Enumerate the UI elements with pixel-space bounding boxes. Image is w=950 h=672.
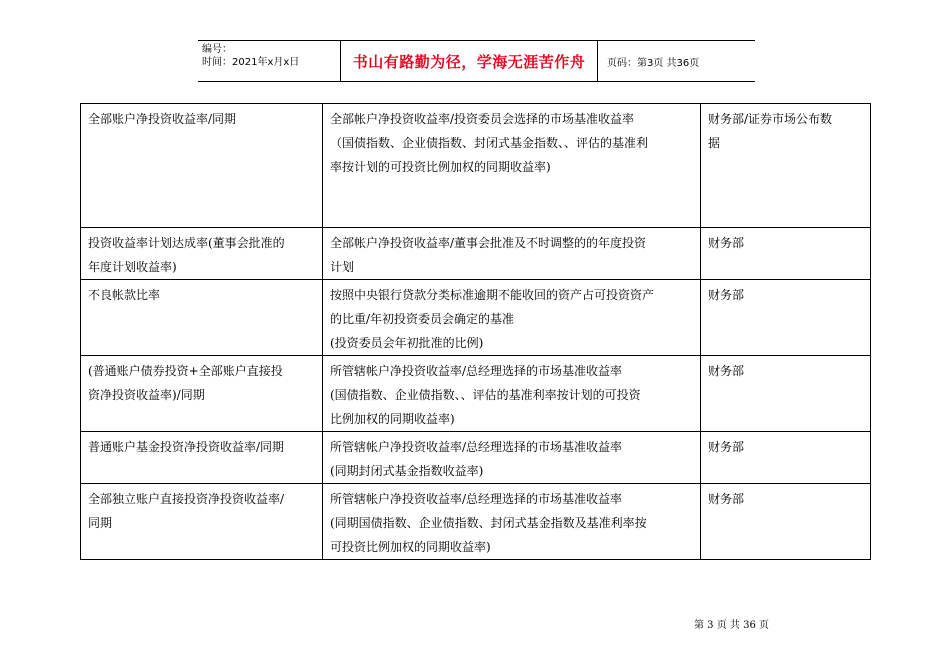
cell-line: 资净投资收益率)/同期	[88, 388, 205, 402]
source-cell	[701, 356, 871, 432]
cell-line: 计划	[330, 260, 355, 274]
metric-cell	[81, 228, 323, 280]
source-cell	[701, 432, 871, 484]
header-meta	[198, 41, 341, 81]
table-row	[81, 432, 871, 484]
cell-line: 投资收益率计划达成率(董事会批准的	[88, 236, 285, 250]
cell-line: 财务部	[708, 440, 745, 454]
cell-line: 财务部	[708, 492, 745, 506]
metric-cell	[81, 356, 323, 432]
metric-cell	[81, 280, 323, 356]
cell-line: 不良帐款比率	[88, 288, 161, 302]
cell-line: 所管辖帐户净投资收益率/总经理选择的市场基准收益率	[330, 492, 623, 506]
cell-line: (同期国债指数、企业债指数、封闭式基金指数及基准利率按	[330, 516, 647, 530]
cell-line: 率按计划的可投资比例加权的同期收益率)	[330, 160, 551, 174]
metrics-table	[80, 103, 871, 560]
definition-cell	[323, 432, 701, 484]
cell-line: (投资委员会年初批准的比例)	[330, 336, 484, 350]
cell-line: (国债指数、企业债指数、、评估的基准利率按计划的可投资	[330, 388, 641, 402]
table-row	[81, 104, 871, 228]
cell-line: 年度计划收益率)	[88, 260, 177, 274]
source-cell	[701, 280, 871, 356]
cell-line: 普通账户基金投资净投资收益率/同期	[88, 440, 285, 454]
page-footer: 第 3 页 共 36 页	[694, 620, 769, 631]
definition-cell	[323, 104, 701, 228]
cell-line: 财务部/证券市场公布数	[708, 112, 833, 126]
cell-line: 全部独立账户直接投资净投资收益率/	[88, 492, 285, 506]
header-motto: 书山有路勤为径，学海无涯苦作舟	[341, 41, 598, 81]
source-cell	[701, 228, 871, 280]
page-header	[198, 40, 755, 82]
cell-line: (普通账户债券投资+全部账户直接投	[88, 364, 283, 378]
header-page-code: 页码：第3页 共36页	[607, 57, 700, 69]
cell-line: 按照中央银行贷款分类标准逾期不能收回的资产占可投资资产	[330, 288, 655, 302]
cell-line: （国债指数、企业债指数、封闭式基金指数、、评估的基准利	[330, 136, 649, 150]
cell-line: 同期	[88, 516, 113, 530]
cell-line: 可投资比例加权的同期收益率)	[330, 540, 491, 554]
metric-cell	[81, 432, 323, 484]
cell-line: 所管辖帐户净投资收益率/总经理选择的市场基准收益率	[330, 364, 623, 378]
table-row	[81, 228, 871, 280]
cell-line: 的比重/年初投资委员会确定的基准	[330, 312, 515, 326]
source-cell	[701, 484, 871, 560]
definition-cell	[323, 280, 701, 356]
cell-line: 财务部	[708, 288, 745, 302]
header-time: 时间：2021年x月x日	[202, 57, 300, 68]
table-row	[81, 484, 871, 560]
source-cell	[701, 104, 871, 228]
cell-line: 比例加权的同期收益率)	[330, 412, 455, 426]
header-number-label: 编号：	[202, 44, 232, 55]
cell-line: 财务部	[708, 364, 745, 378]
metric-cell	[81, 104, 323, 228]
definition-cell	[323, 484, 701, 560]
table-row	[81, 356, 871, 432]
metric-cell	[81, 484, 323, 560]
cell-line: 所管辖帐户净投资收益率/总经理选择的市场基准收益率	[330, 440, 623, 454]
cell-line: (同期封闭式基金指数收益率)	[330, 464, 484, 478]
cell-line: 全部账户净投资收益率/同期	[88, 112, 237, 126]
cell-line: 全部帐户净投资收益率/投资委员会选择的市场基准收益率	[330, 112, 635, 126]
cell-line: 据	[708, 136, 721, 150]
definition-cell	[323, 356, 701, 432]
cell-line: 全部帐户净投资收益率/董事会批准及不时调整的的年度投资	[330, 236, 647, 250]
table-row	[81, 280, 871, 356]
definition-cell	[323, 228, 701, 280]
cell-line: 财务部	[708, 236, 745, 250]
